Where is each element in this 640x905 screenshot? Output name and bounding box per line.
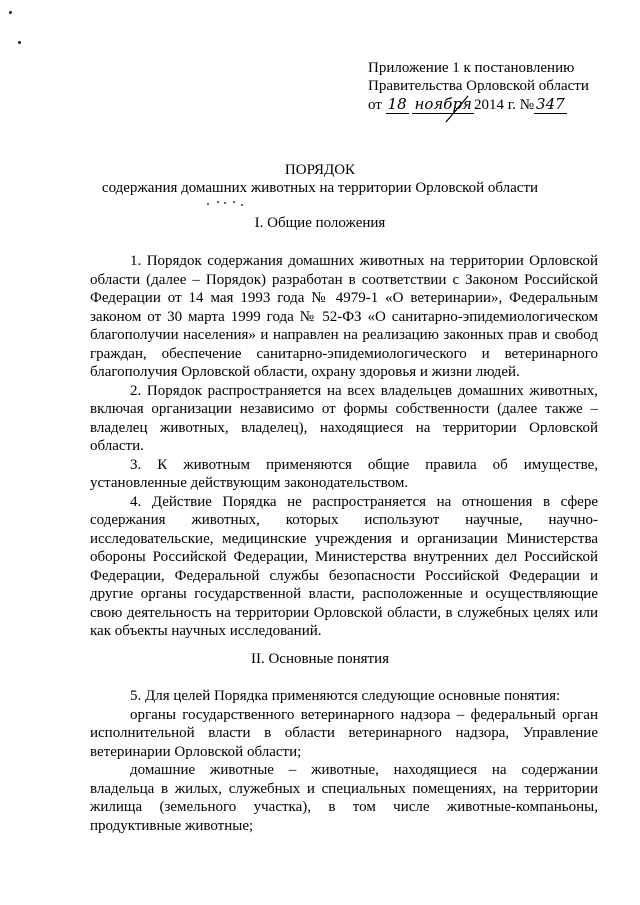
date-year-suffix: 2014 г. №	[474, 97, 535, 113]
appendix-date-line	[368, 95, 589, 114]
document-subtitle: содержания домашних животных на территории Орловской области	[101, 180, 539, 196]
appendix-line-2: Правительства Орловской области	[368, 78, 589, 94]
paragraph-4: 4. Действие Порядка не распространяется на отношения в сфере содержания животных, которых используют научные, научно-исследовательские, медицинские учреждения и организации Министерства обороны Российской Федерации, Министерства внутренних дел Российской Федерации, Федеральной службы безопасности Российской Федерации и другие органы государственной власти, расположенные и осуществляющие свою деятельность на территории Орловской области, в служебных целях или как объекты научных исследований.	[90, 493, 598, 639]
appendix-block	[368, 59, 589, 114]
section-2-heading: II. Основные понятия	[250, 651, 390, 667]
paragraph-5-term-2: домашние животные – животные, находящиеся на содержании владельца в жилых, служебных и специальных помещениях, на территории жилища (земельного участка), в том числе животные-компаньоны, продуктивные животные;	[90, 762, 598, 834]
paragraph-2: 2. Порядок распространяется на всех владельцев домашних животных, включая организации независимо от формы собственности (далее также – владелец животных, владелец), находящиеся на территории Орловской области.	[90, 382, 598, 454]
scan-dot	[9, 11, 12, 14]
document-title: ПОРЯДОК	[284, 162, 356, 178]
section-1-body	[90, 252, 598, 641]
section-1-heading: I. Общие положения	[254, 215, 386, 231]
paragraph-1: 1. Порядок содержания домашних животных на территории Орловской области (далее – Порядок) разработан в соответствии с Законом Российской Федерации от 14 мая 1993 года № 4979-1 «О ветеринарии», Федеральным законом от 30 марта 1999 года № 52-ФЗ «О санитарно-эпидемиологическом благополучии населения» и направлен на реализацию законных прав и свобод граждан, обеспечение санитарно-эпидемиологического и ветеринарного благополучия Орловской области, охрану здоровья и жизни людей.	[90, 253, 598, 380]
from-prefix: от	[368, 97, 382, 113]
handwritten-stroke-icon	[436, 96, 476, 126]
section-2-body	[90, 687, 598, 835]
date-month: ноября	[414, 95, 472, 113]
decree-number: 347	[536, 95, 565, 113]
scan-specks	[205, 200, 245, 208]
appendix-line-1: Приложение 1 к постановлению	[368, 60, 575, 76]
date-day: 18	[387, 95, 407, 113]
scan-dot	[18, 41, 21, 44]
paragraph-5: 5. Для целей Порядка применяются следующие основные понятия:	[130, 688, 561, 704]
paragraph-3: 3. К животным применяются общие правила об имуществе, установленные действующим законодательством.	[90, 456, 598, 491]
paragraph-5-term-1: органы государственного ветеринарного надзора – федеральный орган исполнительной власти в области ветеринарного надзора, Управление ветеринарии Орловской области;	[90, 706, 598, 760]
